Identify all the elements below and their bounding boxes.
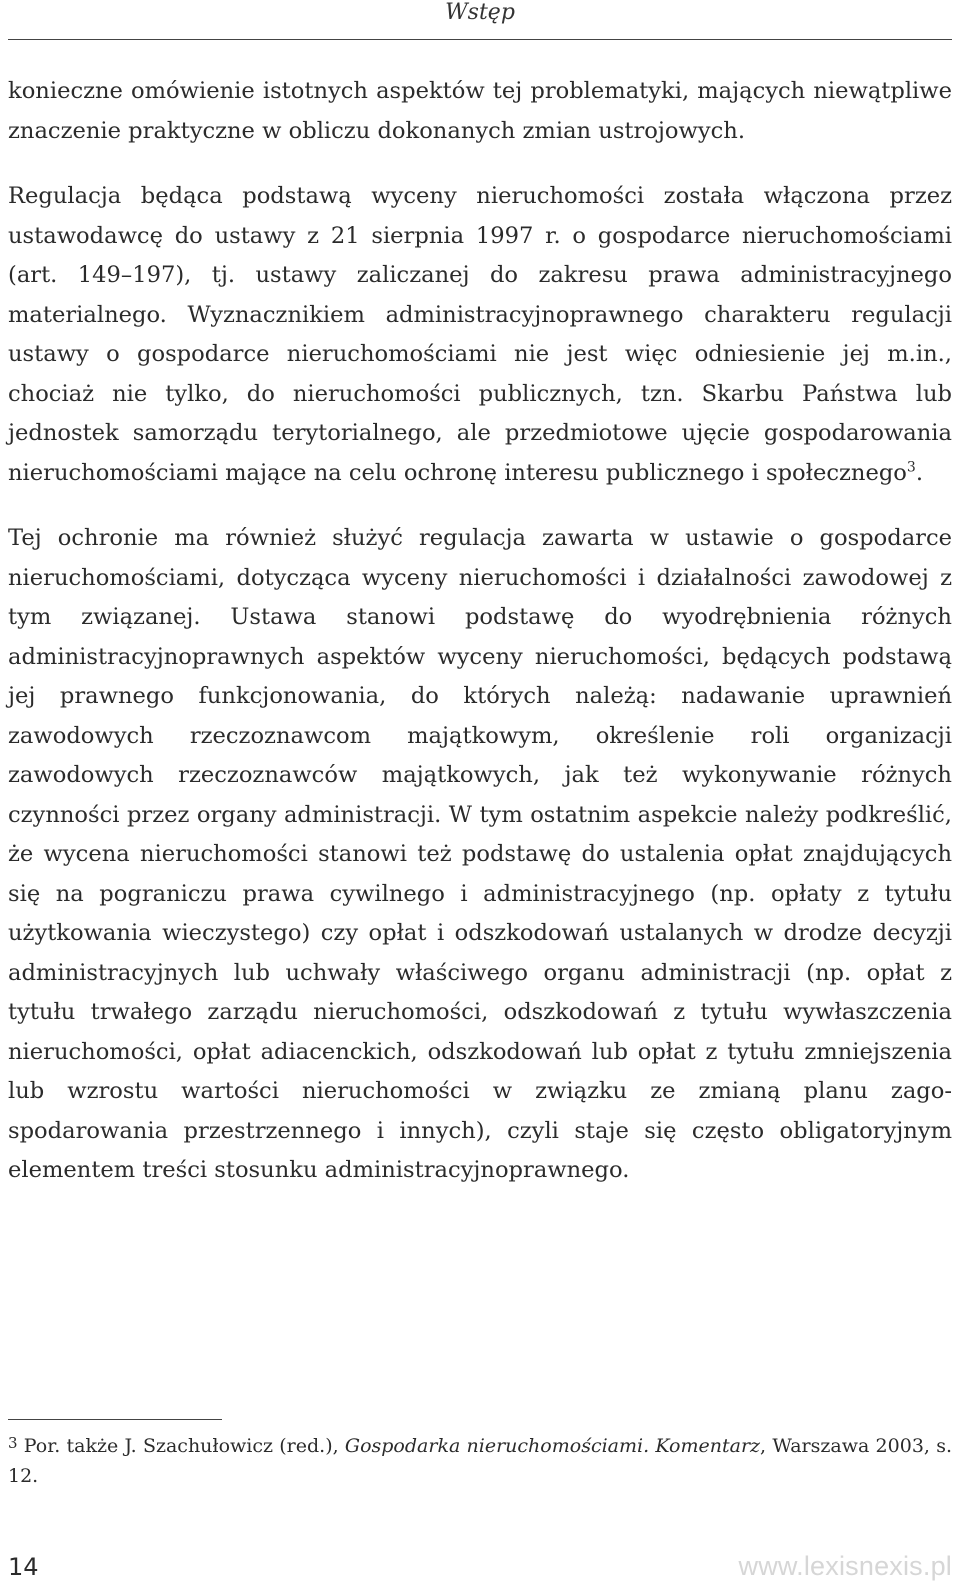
paragraph-2-end: . — [915, 459, 923, 486]
footnote-rule — [8, 1419, 222, 1420]
footnote-text-after: , Warszawa 2003, s. 12. — [8, 1435, 952, 1487]
paragraph-2-text: Regulacja będąca podstawą wyceny nieruchomości została włączona przez ustawodawcę do ustawy z 21 sierpnia 1997 r. o gospodarce nieruchomościami (art. 149–197), tj. ustawy zaliczanej do zakresu prawa administracyjnego materialnego. Wyznacznikiem administracyjnoprawnego charakteru regulacji ustawy o gospodarce nieruchomościami nie jest więc odniesienie jej m.in., chociaż nie tylko, do nieruchomości publicznych, tzn. Skarbu Państwa lub jednostek samorządu terytorialnego, ale przedmiotowe ujęcie gospodarowania nieruchomościami mające na celu ochronę interesu publicznego i społecznego — [8, 183, 952, 486]
paragraph-3: Tej ochronie ma również służyć regulacja zawarta w ustawie o gospodarce nieruchomościami, dotycząca wyceny nieruchomości i działalności zawodowej z tym związanej. Ustawa stanowi podstawę do wyodrębnienia różnych administracyjnoprawnych aspektów wyceny nieruchomości, będących podstawą jej prawnego funkcjonowania, do których należą: nadawanie uprawnień zawodowych rzeczoznawcom majątkowym, określenie roli organizacji zawodowych rzeczoznawców majątkowych, jak też wykonywanie różnych czynności przez organy administracji. W tym ostatnim aspekcie należy podkreślić, że wycena nieruchomości stanowi też podstawę do ustalenia opłat znajdujących się na pograniczu prawa cywilnego i administracyjnego (np. opłaty z tytułu użytkowania wieczystego) czy opłat i odszkodowań ustalanych w drodze decyzji administracyjnych lub uchwały właściwego organu administracji (np. opłat z tytułu trwałego zarządu nieruchomości, odszkodowań z tytułu wywłaszczenia nieruchomości, opłat adiacenckich, odszkodowań lub opłat z tytułu zmniejszenia lub wzrostu wartości nieruchomości w związku ze zmianą planu zagospodarowania przestrzennego i innych), czyli staje się często obligatoryjnym elementem treści stosunku administracyjnoprawnego. — [8, 525, 952, 1183]
publisher-url: www.lexisnexis.pl — [738, 1551, 952, 1581]
page-number: 14 — [8, 1553, 39, 1581]
header-rule — [8, 39, 952, 40]
paragraph-1: konieczne omówienie istotnych aspektów tej problematyki, mających niewątpliwe znaczenie praktyczne w obliczu dokonanych zmian ustrojowych. — [8, 78, 952, 144]
body-text — [8, 72, 952, 1191]
footnote-reference: 3 — [906, 458, 916, 475]
running-header — [0, 0, 960, 44]
footnote-book-title: Gospodarka nieruchomościami. Komentarz — [344, 1435, 761, 1457]
footnote — [8, 1428, 952, 1491]
footnote-number: 3 — [8, 1434, 18, 1452]
running-title: Wstęp — [445, 0, 515, 25]
footnote-text-before: Por. także J. Szachułowicz (red.), — [17, 1435, 345, 1457]
paragraph-2 — [8, 177, 952, 493]
